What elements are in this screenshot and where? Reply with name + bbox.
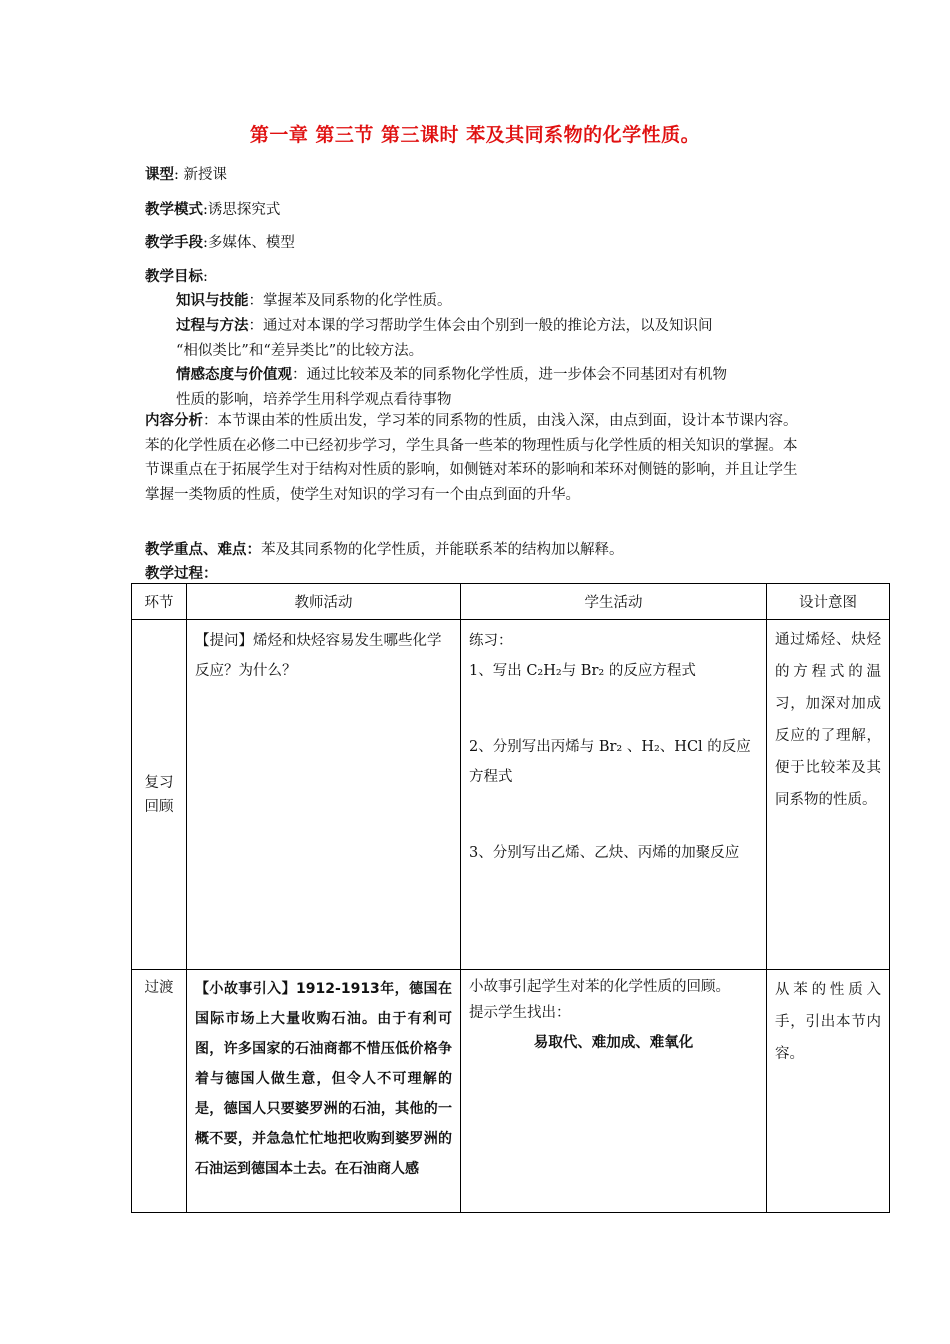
row2-student-text-2: 提示学生找出：: [469, 1005, 571, 1021]
process-label: 教学过程：: [145, 566, 218, 582]
row2-stage: 过渡: [144, 980, 174, 996]
table-row: [132, 620, 890, 970]
teaching-mode-value: :诱思探究式: [203, 202, 281, 218]
table-header-row: [132, 584, 890, 620]
goal-process-value: ：通过对本课的学习帮助学生体会由个别到一般的推论方法，以及知识间: [248, 318, 713, 334]
content-analysis: [145, 409, 810, 507]
row2-student-emphasis: 易取代、难加成、难氧化: [533, 1035, 694, 1051]
teaching-means-label: 教学手段: [145, 235, 203, 251]
teaching-goals-line: [145, 265, 208, 286]
row2-student-cell: [461, 970, 767, 1213]
teaching-goals-colon: :: [203, 269, 208, 285]
row1-stage: 复习回顾: [144, 774, 174, 815]
goal-emotion-label: 情感态度与价值观: [176, 367, 292, 383]
goal-knowledge: [176, 289, 452, 310]
row2-stage-cell: [132, 970, 187, 1213]
row1-student-cell: [461, 620, 767, 970]
teaching-process-table: [131, 583, 890, 1213]
row1-student-intro: 练习：: [469, 633, 513, 649]
goal-knowledge-value: ：掌握苯及同系物的化学性质。: [248, 293, 452, 309]
content-analysis-text: ：本节课由苯的性质出发，学习苯的同系物的性质，由浅入深，由点到面，设计本节课内容。苯的化学性质在必修二中已经初步学习，学生具备一些苯的物理性质与化学性质的相关知识的掌握。本节课重点在于拓展学生对于结构对性质的影响，如侧链对苯环的影响和苯环对侧链的影响，并且让学生掌握一类物质的性质，使学生对知识的学习有一个由点到面的升华。: [145, 413, 798, 503]
teaching-mode-label: 教学模式: [145, 202, 203, 218]
row2-student: [461, 970, 766, 1056]
header-intent: 设计意图: [767, 584, 890, 620]
goal-emotion-cont: 性质的影响，培养学生用科学观点看待事物: [176, 392, 452, 408]
goal-knowledge-label: 知识与技能: [176, 293, 249, 309]
header-teacher: 教师活动: [187, 584, 461, 620]
row1-intent-cell: [767, 620, 890, 970]
teaching-means-value: :多媒体、模型: [203, 235, 295, 251]
row2-intent-cell: [767, 970, 890, 1213]
row1-intent: 通过烯烃、炔烃的方程式的温习，加深对加成反应的了理解，便于比较苯及其同系物的性质。: [775, 632, 881, 808]
row1-stage-cell: [132, 620, 187, 970]
course-type-label: 课型: [145, 167, 174, 183]
course-type-line: [145, 163, 227, 184]
teaching-mode-line: [145, 198, 280, 219]
row1-exercise-3: 3、分别写出乙烯、乙炔、丙烯的加聚反应: [469, 845, 740, 861]
goal-process: [176, 314, 713, 335]
row2-student-text-1: 小故事引起学生对苯的化学性质的回顾。: [469, 979, 730, 995]
row1-student: [461, 620, 766, 868]
row1-teacher-cell: [187, 620, 461, 970]
row2-teacher: 【小故事引入】1912-1913年，德国在国际市场上大量收购石油。由于有利可图，许多国家的石油商都不惜压低价格争着与德国人做生意，但令人不可理解的是，德国人只要婆罗洲的石油，其他的一概不要，并急急忙忙地把收购到婆罗洲的石油运到德国本土去。在石油商人感: [195, 981, 452, 1177]
row1-exercise-2: 2、分别写出丙烯与 Br₂ 、H₂、HCl 的反应方程式: [469, 739, 751, 785]
lesson-title: 第一章 第三节 第三课时 苯及其同系物的化学性质。: [249, 124, 701, 146]
teaching-goals-label: 教学目标: [145, 269, 203, 285]
header-stage: 环节: [132, 584, 187, 620]
row1-exercise-1: 1、写出 C₂H₂与 Br₂ 的反应方程式: [469, 663, 696, 679]
content-analysis-label: 内容分析: [145, 413, 203, 429]
process-heading: [145, 562, 218, 583]
key-points-value: 苯及其同系物的化学性质，并能联系苯的结构加以解释。: [261, 542, 624, 558]
header-student: 学生活动: [461, 584, 767, 620]
row1-teacher: 【提问】烯烃和炔烃容易发生哪些化学反应？为什么？: [195, 633, 442, 679]
table-row: [132, 970, 890, 1213]
goal-emotion-value: ：通过比较苯及苯的同系物化学性质，进一步体会不同基团对有机物: [292, 367, 727, 383]
goal-process-label: 过程与方法: [176, 318, 249, 334]
row2-intent: 从苯的性质入手，引出本节内容。: [775, 982, 881, 1062]
teaching-means-line: [145, 231, 295, 252]
course-type-value: : 新授课: [174, 167, 227, 183]
key-points-line: [145, 538, 624, 559]
goal-emotion: [176, 363, 727, 384]
row2-teacher-cell: [187, 970, 461, 1213]
key-points-label: 教学重点、难点：: [145, 542, 261, 558]
goal-process-cont: “相似类比”和“差异类比”的比较方法。: [176, 343, 424, 359]
